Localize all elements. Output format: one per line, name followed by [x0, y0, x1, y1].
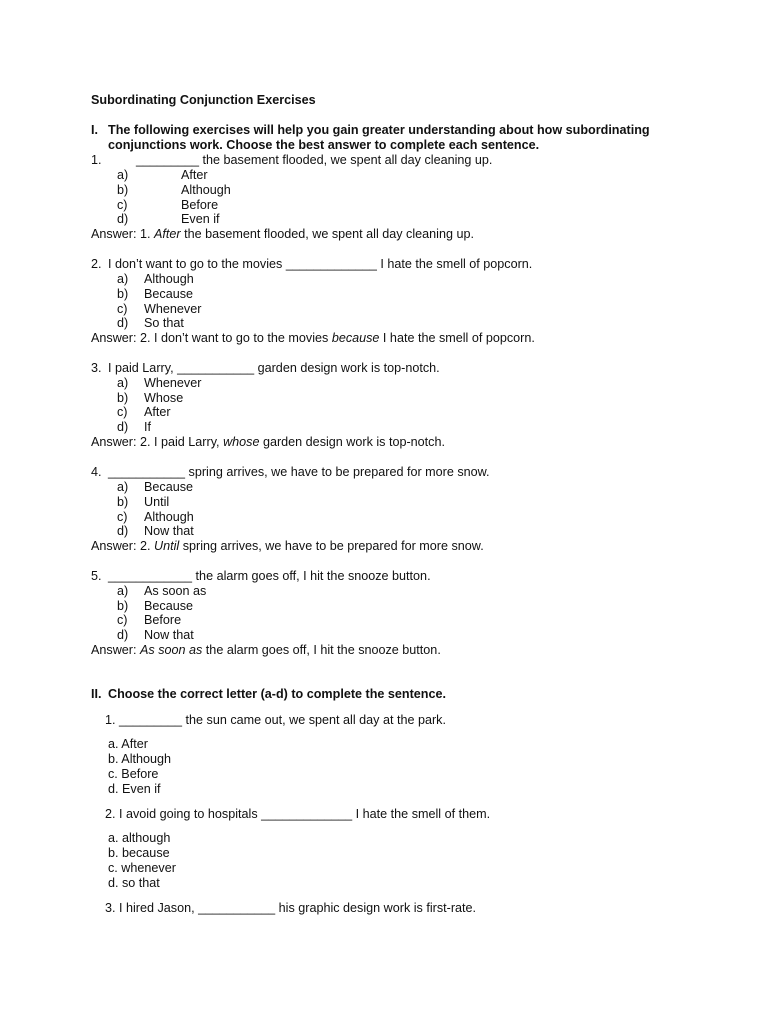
s1-q4-opt-a-letter: a) — [117, 480, 129, 494]
s1-q3-answer-suffix: garden design work is top-notch. — [259, 435, 445, 449]
s1-q3-answer-key: whose — [223, 435, 260, 449]
s1-q1-opt-a-text: After — [181, 168, 208, 182]
s1-q2-blank: _____________ — [285, 257, 377, 271]
s1-q2-opt-a-letter: a) — [117, 272, 129, 286]
s1-q4-opt-c-letter: c) — [117, 510, 128, 524]
s1-q1-sentence: the basement flooded, we spent all day cleaning up. — [199, 153, 493, 167]
s1-q3-text-after: garden design work is top-notch. — [254, 361, 440, 375]
s1-q2-text — [108, 257, 532, 272]
s1-q5-answer-prefix: Answer: — [91, 643, 140, 657]
s2-q1-opt-b: b. Although — [108, 752, 172, 766]
s1-q5-text — [108, 569, 431, 584]
s1-q5-answer-suffix: the alarm goes off, I hit the snooze button. — [202, 643, 441, 657]
s1-q5-opt-c-text: Before — [144, 613, 182, 627]
s2-q2-opt-b: b. because — [108, 846, 170, 860]
section-1-heading-line-1: The following exercises will help you gain greater understanding about how subordinating — [108, 123, 650, 137]
s1-q5-opt-d-text: Now that — [144, 628, 194, 642]
s1-q2-answer-key: because — [331, 331, 380, 345]
s1-q3-opt-d-letter: d) — [117, 420, 129, 434]
s1-q5-answer — [91, 643, 441, 658]
s1-q1-text — [136, 153, 492, 168]
s1-q5-answer-key: As soon as — [140, 643, 203, 657]
s1-q4-opt-c-text: Although — [144, 510, 194, 524]
s1-q1-opt-c-text: Before — [181, 198, 219, 212]
s1-q3-answer-prefix: Answer: 2. I paid Larry, — [91, 435, 224, 449]
s1-q2-opt-a-text: Although — [144, 272, 194, 286]
section-2-heading: Choose the correct letter (a-d) to complete the sentence. — [108, 687, 447, 701]
document-title: Subordinating Conjunction Exercises — [91, 93, 316, 107]
s1-q1-blank: _________ — [136, 153, 200, 167]
s1-q1-answer-key: After — [154, 227, 181, 241]
s1-q3-opt-c-letter: c) — [117, 405, 128, 419]
s1-q4-answer-prefix: Answer: 2. — [91, 539, 154, 553]
section-2-numeral: II. — [91, 687, 102, 701]
s1-q1-opt-d-text: Even if — [181, 212, 220, 226]
s1-q2-opt-c-letter: c) — [117, 302, 128, 316]
s1-q4-answer-key: Until — [154, 539, 180, 553]
s1-q2-text-before: I don’t want to go to the movies — [108, 257, 286, 271]
s1-q2-opt-b-letter: b) — [117, 287, 129, 301]
s1-q5-opt-c-letter: c) — [117, 613, 128, 627]
s1-q5-opt-d-letter: d) — [117, 628, 129, 642]
s1-q4-opt-b-letter: b) — [117, 495, 129, 509]
s1-q4-text — [108, 465, 490, 480]
s1-q5-opt-a-letter: a) — [117, 584, 129, 598]
s1-q2-opt-c-text: Whenever — [144, 302, 202, 316]
s1-q5-opt-b-text: Because — [144, 599, 194, 613]
s1-q1-opt-a-letter: a) — [117, 168, 129, 182]
s1-q5-opt-a-text: As soon as — [144, 584, 207, 598]
s1-q2-opt-d-text: So that — [144, 316, 184, 330]
s2-q3-text: 3. I hired Jason, ___________ his graphic design work is first-rate. — [105, 901, 477, 915]
s1-q1-answer-prefix: Answer: 1. — [91, 227, 154, 241]
s1-q3-opt-d-text: If — [144, 420, 151, 434]
s1-q2-answer — [91, 331, 535, 346]
s1-q5-number: 5. — [91, 569, 102, 583]
s1-q4-opt-d-text: Now that — [144, 524, 194, 538]
s1-q3-opt-b-text: Whose — [144, 391, 184, 405]
s2-q1-opt-d: d. Even if — [108, 782, 161, 796]
s1-q1-answer-suffix: the basement flooded, we spent all day cleaning up. — [180, 227, 474, 241]
s1-q3-blank: ___________ — [177, 361, 255, 375]
s1-q4-opt-a-text: Because — [144, 480, 194, 494]
s1-q3-opt-a-letter: a) — [117, 376, 129, 390]
s1-q1-opt-d-letter: d) — [117, 212, 129, 226]
s1-q4-answer-suffix: spring arrives, we have to be prepared for more snow. — [179, 539, 484, 553]
s1-q4-sentence: spring arrives, we have to be prepared for more snow. — [185, 465, 490, 479]
s1-q1-opt-c-letter: c) — [117, 198, 128, 212]
s1-q2-opt-d-letter: d) — [117, 316, 129, 330]
section-1-heading-line-2: conjunctions work. Choose the best answer to complete each sentence. — [108, 138, 540, 152]
s1-q1-opt-b-letter: b) — [117, 183, 129, 197]
s1-q2-opt-b-text: Because — [144, 287, 194, 301]
s1-q2-number: 2. — [91, 257, 102, 271]
s1-q3-opt-b-letter: b) — [117, 391, 129, 405]
s1-q4-blank: ___________ — [108, 465, 186, 479]
s1-q3-text-before: I paid Larry, — [108, 361, 178, 375]
s1-q3-answer — [91, 435, 445, 450]
s1-q3-number: 3. — [91, 361, 102, 375]
s2-q1-opt-c: c. Before — [108, 767, 159, 781]
s1-q5-opt-b-letter: b) — [117, 599, 129, 613]
s2-q1-opt-a: a. After — [108, 737, 148, 751]
s1-q4-opt-b-text: Until — [144, 495, 170, 509]
s2-q2-opt-c: c. whenever — [108, 861, 176, 875]
s2-q2-text: 2. I avoid going to hospitals _____________ I hate the smell of them. — [105, 807, 491, 821]
s1-q1-opt-b-text: Although — [181, 183, 231, 197]
s1-q3-text — [108, 361, 440, 376]
s2-q2-opt-a: a. although — [108, 831, 171, 845]
s1-q2-answer-prefix: Answer: 2. I don’t want to go to the movies — [91, 331, 332, 345]
s1-q2-text-after: I hate the smell of popcorn. — [376, 257, 533, 271]
s1-q2-answer-suffix: I hate the smell of popcorn. — [379, 331, 535, 345]
s1-q4-opt-d-letter: d) — [117, 524, 129, 538]
s2-q1-text: 1. _________ the sun came out, we spent all day at the park. — [105, 713, 446, 727]
section-1-numeral: I. — [91, 123, 98, 137]
s1-q4-answer — [91, 539, 484, 554]
s1-q1-number: 1. — [91, 153, 102, 167]
s1-q3-opt-c-text: After — [144, 405, 171, 419]
s1-q3-opt-a-text: Whenever — [144, 376, 202, 390]
s2-q2-opt-d: d. so that — [108, 876, 160, 890]
s1-q1-answer — [91, 227, 474, 242]
s1-q5-blank: ____________ — [108, 569, 193, 583]
s1-q4-number: 4. — [91, 465, 102, 479]
s1-q5-sentence: the alarm goes off, I hit the snooze button. — [192, 569, 431, 583]
